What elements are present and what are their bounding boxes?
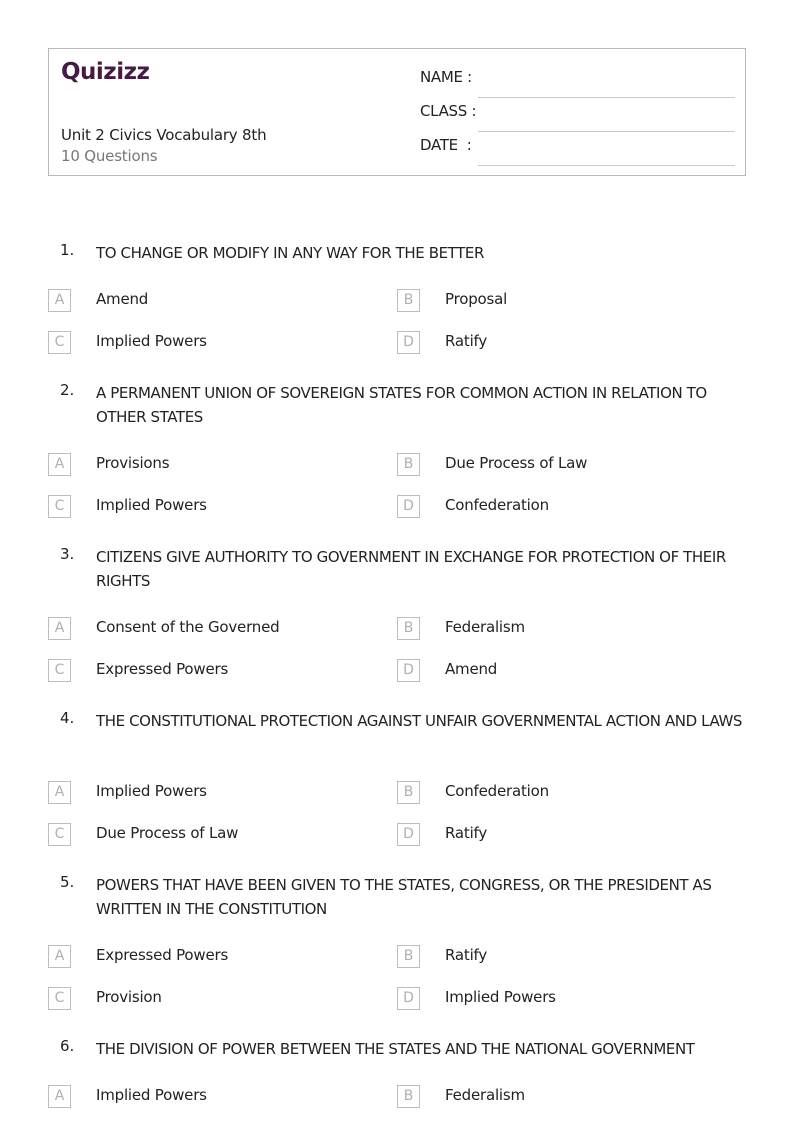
option-text: Federalism <box>445 618 525 636</box>
option-text: Expressed Powers <box>96 946 229 964</box>
question-number: 1. <box>60 241 75 259</box>
option-letter-box[interactable]: D <box>397 823 420 846</box>
option-text: Implied Powers <box>445 988 556 1006</box>
question-text: THE CONSTITUTIONAL PROTECTION AGAINST UNFAIR GOVERNMENTAL ACTION AND LAWS <box>96 712 743 730</box>
option-letter-box[interactable]: C <box>48 331 71 354</box>
option-letter-box[interactable]: C <box>48 495 71 518</box>
option-text: Provisions <box>96 454 170 472</box>
question-text: THE DIVISION OF POWER BETWEEN THE STATES AND THE NATIONAL GOVERNMENT <box>96 1040 695 1058</box>
option-letter-box[interactable]: B <box>397 289 420 312</box>
question-text: A PERMANENT UNION OF SOVEREIGN STATES FOR COMMON ACTION IN RELATION TO OTHER STATES <box>96 384 707 426</box>
question-number: 4. <box>60 709 75 727</box>
option-letter-box[interactable]: D <box>397 331 420 354</box>
name-line[interactable] <box>478 97 735 98</box>
option-letter-box[interactable]: D <box>397 495 420 518</box>
option-text: Due Process of Law <box>445 454 588 472</box>
option-letter-box[interactable]: B <box>397 453 420 476</box>
option-text: Amend <box>96 290 149 308</box>
option-text: Ratify <box>445 946 488 964</box>
option-text: Proposal <box>445 290 508 308</box>
option-letter-box[interactable]: A <box>48 781 71 804</box>
question-count: 10 Questions <box>61 147 158 165</box>
option-text: Federalism <box>445 1086 525 1104</box>
option-letter-box[interactable]: B <box>397 1085 420 1108</box>
question-number: 2. <box>60 381 75 399</box>
class-field[interactable] <box>420 102 735 126</box>
question-text: POWERS THAT HAVE BEEN GIVEN TO THE STATES, CONGRESS, OR THE PRESIDENT AS WRITTEN IN THE CONSTITUTION <box>96 876 712 918</box>
option-text: Implied Powers <box>96 1086 207 1104</box>
name-label: NAME : <box>420 68 472 86</box>
option-text: Confederation <box>445 782 549 800</box>
option-text: Implied Powers <box>96 496 207 514</box>
option-letter-box[interactable]: D <box>397 659 420 682</box>
option-letter-box[interactable]: A <box>48 617 71 640</box>
option-letter-box[interactable]: B <box>397 945 420 968</box>
option-text: Confederation <box>445 496 549 514</box>
option-text: Due Process of Law <box>96 824 239 842</box>
option-letter-box[interactable]: C <box>48 659 71 682</box>
option-text: Provision <box>96 988 162 1006</box>
option-text: Implied Powers <box>96 332 207 350</box>
option-letter-box[interactable]: B <box>397 617 420 640</box>
option-letter-box[interactable]: A <box>48 289 71 312</box>
option-text: Ratify <box>445 824 488 842</box>
question-text: CITIZENS GIVE AUTHORITY TO GOVERNMENT IN EXCHANGE FOR PROTECTION OF THEIR RIGHTS <box>96 548 726 590</box>
option-letter-box[interactable]: A <box>48 945 71 968</box>
option-letter-box[interactable]: C <box>48 987 71 1010</box>
option-letter-box[interactable]: A <box>48 453 71 476</box>
class-label: CLASS : <box>420 102 477 120</box>
question-number: 3. <box>60 545 75 563</box>
option-letter-box[interactable]: A <box>48 1085 71 1108</box>
option-text: Expressed Powers <box>96 660 229 678</box>
question-number: 5. <box>60 873 75 891</box>
question-text: TO CHANGE OR MODIFY IN ANY WAY FOR THE BETTER <box>96 244 485 262</box>
worksheet-header <box>48 48 746 176</box>
option-letter-box[interactable]: C <box>48 823 71 846</box>
worksheet-title: Unit 2 Civics Vocabulary 8th <box>61 126 267 144</box>
option-text: Consent of the Governed <box>96 618 280 636</box>
quizizz-logo: Quizizz <box>61 59 150 85</box>
date-label: DATE : <box>420 136 472 154</box>
date-field[interactable] <box>420 136 735 160</box>
class-line[interactable] <box>478 131 735 132</box>
option-letter-box[interactable]: B <box>397 781 420 804</box>
question-number: 6. <box>60 1037 75 1055</box>
name-field[interactable] <box>420 68 735 92</box>
date-line[interactable] <box>478 165 735 166</box>
option-text: Implied Powers <box>96 782 207 800</box>
option-text: Amend <box>445 660 498 678</box>
option-letter-box[interactable]: D <box>397 987 420 1010</box>
option-text: Ratify <box>445 332 488 350</box>
